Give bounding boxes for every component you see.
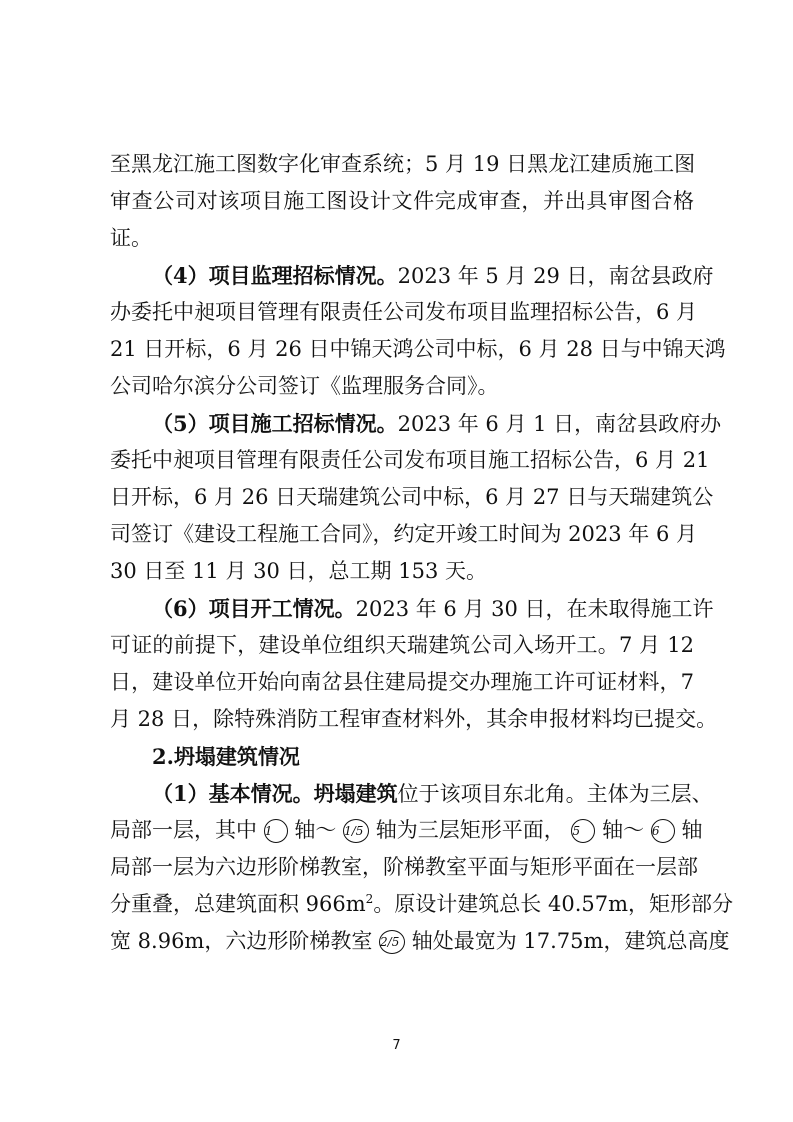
section-2-heading: 2.坍塌建筑情况 xyxy=(152,744,300,769)
axis-marker-6: 6 xyxy=(651,819,675,843)
area-text-b: 。原设计建筑总长 40.57m，矩形部分 xyxy=(373,892,734,916)
section-5-heading: （5）项目施工招标情况。 xyxy=(152,411,398,436)
paragraph-line: 局部一层为六边形阶梯教室，阶梯教室平面与矩形平面在一层部 xyxy=(110,855,698,879)
paragraph-line: 月 28 日，除特殊消防工程审查材料外，其余申报材料均已提交。 xyxy=(110,707,718,731)
subsection-1-heading: （1）基本情况。坍塌建筑 xyxy=(152,781,398,806)
axis-text-f: 轴 xyxy=(681,818,703,842)
section-5-first-line xyxy=(110,405,722,442)
section-6-text: 2023 年 6 月 30 日，在未取得施工许 xyxy=(355,597,714,621)
subsection-1-first-line xyxy=(110,775,713,812)
body-text xyxy=(110,146,734,960)
paragraph-line: 审查公司对该项目施工图设计文件完成审查，并出具审图合格 xyxy=(110,189,694,213)
axis-marker-1-5: 1/5 xyxy=(343,819,369,843)
area-superscript: 2 xyxy=(365,892,374,906)
section-4-heading: （4）项目监理招标情况。 xyxy=(152,263,398,288)
axis-marker-5: 5 xyxy=(571,819,595,843)
paragraph-line: 委托中昶项目管理有限责任公司发布项目施工招标公告，6 月 21 xyxy=(110,448,710,472)
paragraph-line: 日，建设单位开始向南岔县住建局提交办理施工许可证材料，7 xyxy=(110,670,694,694)
section-4-first-line xyxy=(110,257,714,294)
axis-description-line xyxy=(110,812,703,849)
section-2-heading-line xyxy=(110,738,694,775)
paragraph-line: 日开标，6 月 26 日天瑞建筑公司中标，6 月 27 日与天瑞建筑公 xyxy=(110,485,714,509)
axis-text-e: 轴～ xyxy=(602,818,645,842)
paragraph-line: 21 日开标，6 月 26 日中锦天鸿公司中标，6 月 28 日与中锦天鸿 xyxy=(110,337,726,361)
axis-text-b: 轴～ xyxy=(294,818,337,842)
paragraph-line: 30 日至 11 月 30 日，总工期 153 天。 xyxy=(110,559,487,583)
width-text-a: 宽 8.96m，六边形阶梯教室 xyxy=(110,929,373,953)
axis-text-a: 局部一层，其中 xyxy=(110,818,257,842)
paragraph-line: 证。 xyxy=(110,226,152,250)
axis-marker-1: 1 xyxy=(264,819,288,843)
paragraph-line: 办委托中昶项目管理有限责任公司发布项目监理招标公告，6 月 xyxy=(110,300,698,324)
paragraph-line: 司签订《建设工程施工合同》，约定开竣工时间为 2023 年 6 月 xyxy=(110,522,698,546)
width-text-b: 轴处最宽为 17.75m，建筑总高度 xyxy=(411,929,730,953)
paragraph-line: 至黑龙江施工图数字化审查系统；5 月 19 日黑龙江建质施工图 xyxy=(110,152,696,176)
section-5-text: 2023 年 6 月 1 日，南岔县政府办 xyxy=(397,412,722,436)
section-4-text: 2023 年 5 月 29 日，南岔县政府 xyxy=(397,264,714,288)
paragraph-line: 可证的前提下，建设单位组织天瑞建筑公司入场开工。7 月 12 xyxy=(110,633,694,657)
page-number: 7 xyxy=(392,1038,401,1053)
axis-marker-2-5: 2/5 xyxy=(379,930,405,954)
width-line xyxy=(110,923,730,960)
area-line xyxy=(110,886,734,923)
paragraph-line: 公司哈尔滨分公司签订《监理服务合同》。 xyxy=(110,374,499,398)
section-6-first-line xyxy=(110,590,714,627)
axis-text-d: 轴为三层矩形平面， xyxy=(375,818,565,842)
area-text-a: 分重叠，总建筑面积 966m xyxy=(110,892,366,916)
subsection-1-text: 位于该项目东北角。主体为三层、 xyxy=(397,782,713,806)
section-6-heading: （6）项目开工情况。 xyxy=(152,596,356,621)
